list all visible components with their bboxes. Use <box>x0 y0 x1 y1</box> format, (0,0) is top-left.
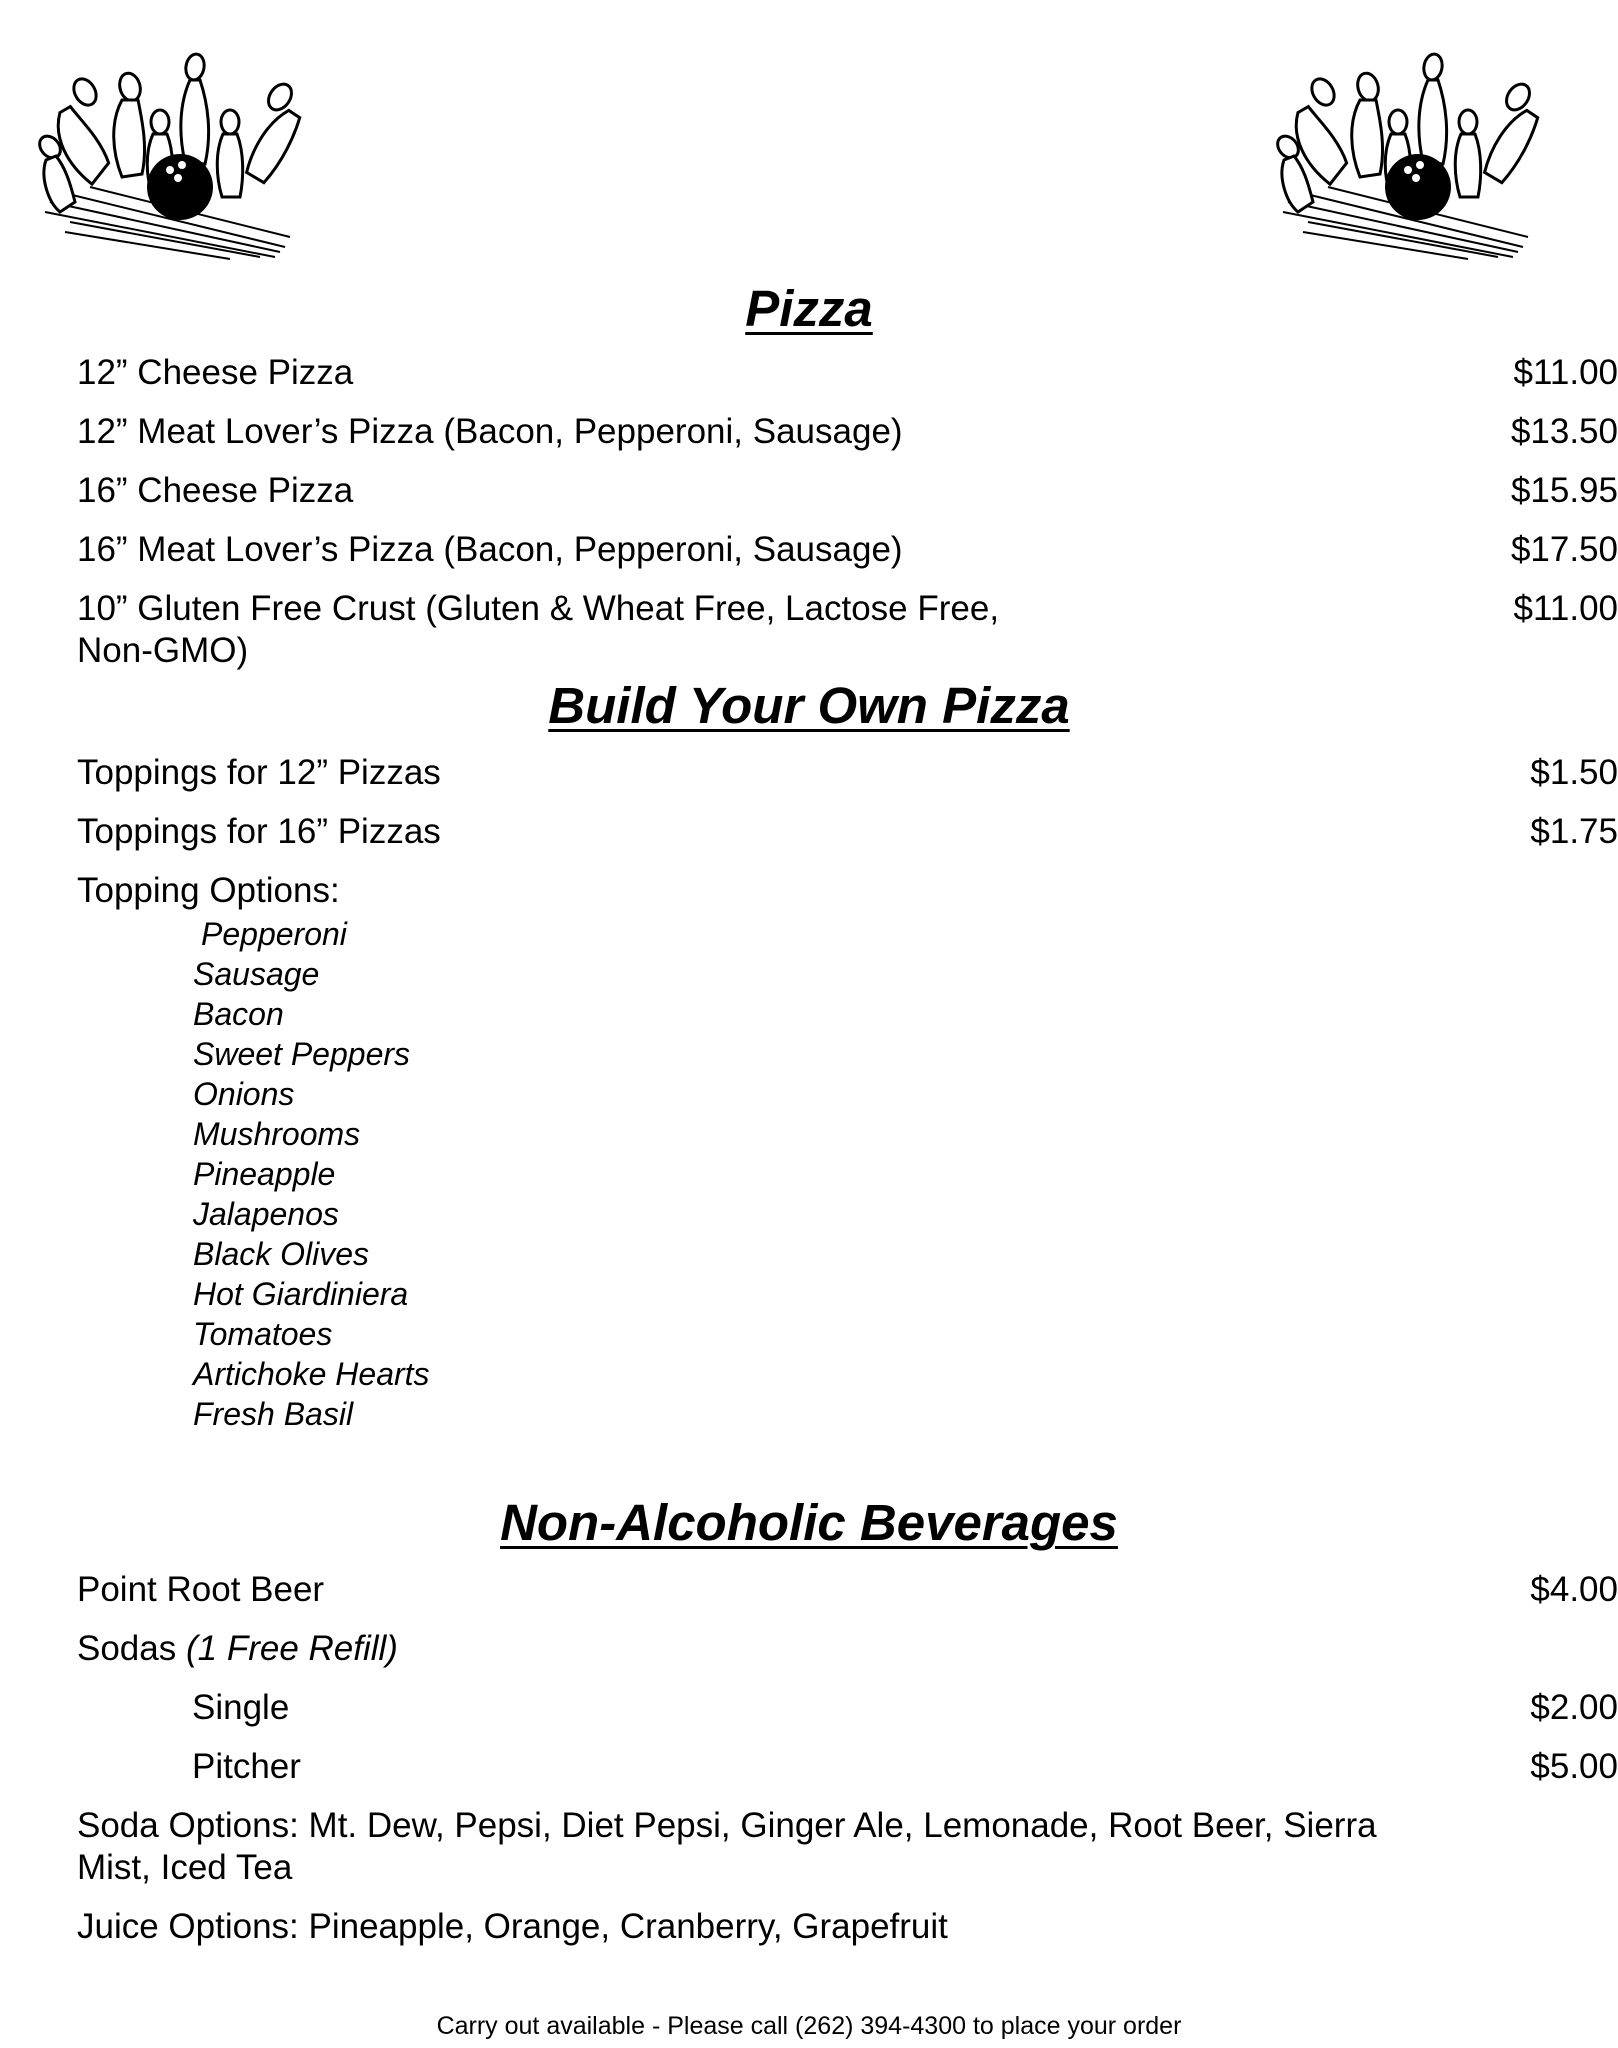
menu-item-name: 12” Cheese Pizza <box>77 353 354 392</box>
menu-item-name: Point Root Beer <box>77 1570 325 1609</box>
menu-item-name: Toppings for 12” Pizzas <box>77 753 441 792</box>
topping-option: Bacon <box>193 996 284 1032</box>
topping-option: Pepperoni <box>201 916 347 952</box>
topping-option: Sweet Peppers <box>193 1036 411 1072</box>
bowling-pins-icon <box>1268 52 1558 262</box>
topping-option: Onions <box>193 1076 295 1112</box>
sodas-refill-note: (1 Free Refill) <box>185 1629 398 1668</box>
build-your-own-heading: Build Your Own Pizza <box>548 677 1070 734</box>
sodas-label <box>77 1628 1077 1670</box>
juice-options-text: Juice Options: Pineapple, Orange, Cranberry, Grapefruit <box>77 1907 948 1946</box>
topping-option: Sausage <box>193 956 320 992</box>
bowling-pins-icon <box>30 52 320 262</box>
topping-option: Fresh Basil <box>193 1396 354 1432</box>
menu-item-name: 16” Meat Lover’s Pizza (Bacon, Pepperoni, Sausage) <box>77 530 903 569</box>
menu-item-name: Toppings for 16” Pizzas <box>77 812 441 851</box>
menu-item-name: 10” Gluten Free Crust (Gluten & Wheat Free, Lactose Free, <box>77 589 1000 628</box>
topping-option: Black Olives <box>193 1236 370 1272</box>
topping-options-label: Topping Options: <box>77 871 340 910</box>
topping-option: Hot Giardiniera <box>193 1276 409 1312</box>
menu-item-price: $11.00 <box>1513 353 1618 392</box>
menu-item-price: $1.50 <box>1530 753 1618 792</box>
menu-item-name-continued: Non-GMO) <box>77 631 249 670</box>
topping-option: Artichoke Hearts <box>193 1356 430 1392</box>
menu-item-name: 12” Meat Lover’s Pizza (Bacon, Pepperoni, Sausage) <box>77 412 903 451</box>
menu-item-price: $15.95 <box>1510 471 1618 510</box>
topping-option: Jalapenos <box>193 1196 339 1232</box>
carry-out-footer: Carry out available - Please call (262) 394-4300 to place your order <box>436 2012 1182 2040</box>
menu-item-price: $17.50 <box>1510 530 1618 569</box>
soda-options-text-continued: Mist, Iced Tea <box>77 1848 293 1887</box>
menu-item-price: $13.50 <box>1510 412 1618 451</box>
sodas-label-text: Sodas <box>77 1629 177 1668</box>
menu-item-price: $1.75 <box>1530 812 1618 851</box>
menu-item-price: $5.00 <box>1530 1747 1618 1786</box>
menu-item-price: $11.00 <box>1513 589 1618 628</box>
soda-options-text: Soda Options: Mt. Dew, Pepsi, Diet Pepsi, Ginger Ale, Lemonade, Root Beer, Sierra <box>77 1806 1377 1845</box>
menu-item-name: Pitcher <box>192 1747 301 1786</box>
topping-option: Tomatoes <box>193 1316 333 1352</box>
menu-item-name: Single <box>192 1688 290 1727</box>
menu-item-price: $2.00 <box>1530 1688 1618 1727</box>
menu-item-name: 16” Cheese Pizza <box>77 471 354 510</box>
menu-item-price: $4.00 <box>1530 1570 1618 1609</box>
beverages-heading: Non-Alcoholic Beverages <box>500 1494 1118 1551</box>
topping-option: Mushrooms <box>193 1116 361 1152</box>
topping-option: Pineapple <box>193 1156 336 1192</box>
pizza-heading: Pizza <box>745 280 873 337</box>
